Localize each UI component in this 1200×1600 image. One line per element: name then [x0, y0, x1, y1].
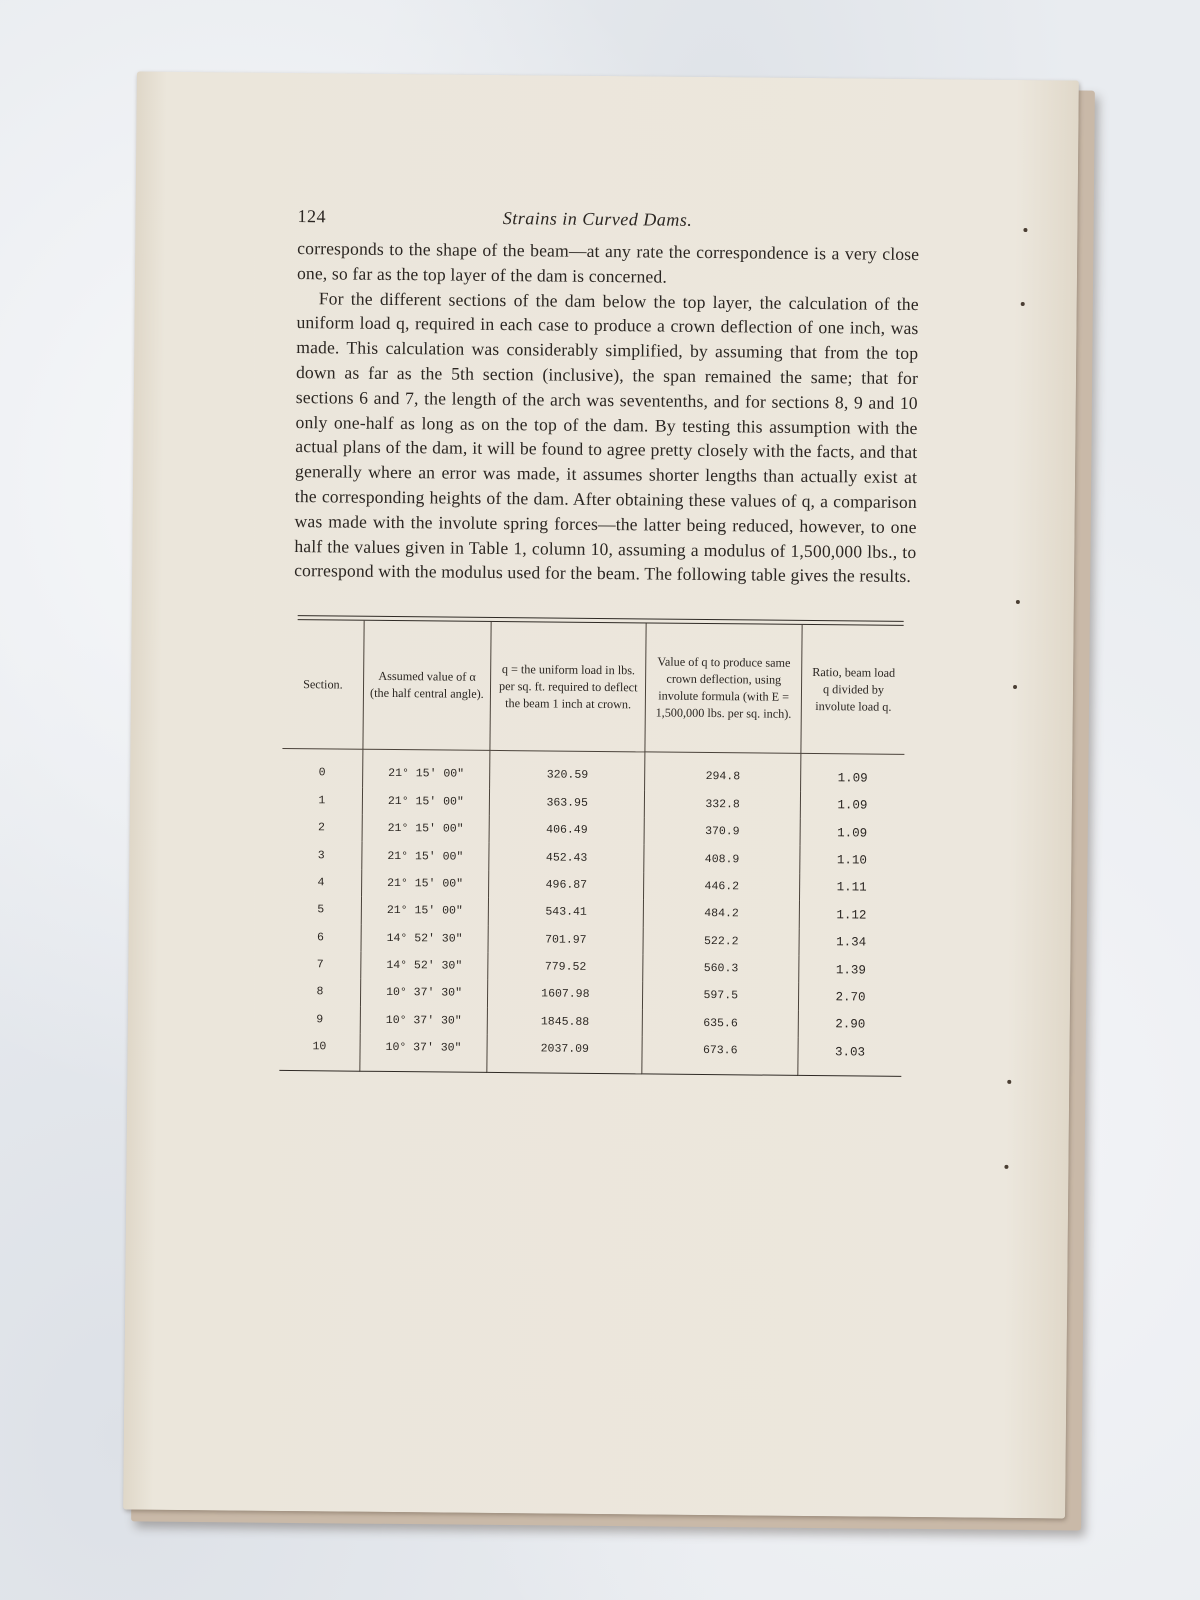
cell-ratio: 1.11: [836, 880, 867, 895]
cell-uniform-load: 320.59: [490, 751, 646, 790]
cell-ratio: 1.09: [837, 825, 868, 841]
cell-uniform-load: 543.41: [488, 898, 643, 927]
cell-uniform-load: 1607.98: [488, 980, 643, 1009]
book-page: [123, 72, 1079, 1519]
header-uniform-load: q = the uniform load in lbs. per sq. ft. required to deflect the beam 1 inch at crown.: [490, 622, 646, 752]
cell-involute-value: 560.3: [643, 954, 799, 983]
running-head: [297, 206, 919, 242]
cell-alpha: 21° 15′ 00″: [361, 869, 489, 898]
cell-ratio: 1.34: [836, 935, 867, 950]
running-title: Strains in Curved Dams.: [502, 208, 693, 230]
cell-ratio: 2.70: [835, 990, 866, 1005]
edge-mark: [1016, 600, 1020, 604]
cell-section: 3: [281, 841, 361, 869]
cell-alpha: 21° 15′ 00″: [361, 897, 489, 926]
cell-uniform-load: 779.52: [488, 953, 643, 982]
cell-involute-value: 370.9: [644, 817, 800, 846]
cell-involute-value: 446.2: [644, 872, 800, 901]
cell-section: 9: [280, 1006, 360, 1034]
cell-alpha: 10° 37′ 30″: [360, 979, 488, 1008]
paragraph-continued: corresponds to the shape of the beam—at any rate the correspondence is a very close one, so far as the top layer of the dam is concerned.: [296, 238, 920, 287]
cell-section: 4: [281, 869, 361, 897]
page-number: 124: [297, 206, 327, 227]
cell-alpha: 14° 52′ 30″: [361, 924, 489, 953]
cell-ratio: 1.39: [835, 962, 866, 978]
header-assumed-alpha: Assumed value of α (the half central angle).: [363, 621, 492, 751]
cell-section: 5: [281, 896, 361, 924]
cell-involute-value: 635.6: [643, 1009, 799, 1038]
cell-involute-value: 332.8: [645, 790, 801, 819]
header-ratio: Ratio, beam load q divided by involute load q.: [801, 625, 906, 754]
cell-involute-value: 484.2: [644, 900, 800, 929]
cell-uniform-load: 1845.88: [487, 1008, 642, 1037]
cell-uniform-load: 406.49: [489, 816, 644, 845]
cell-section: 8: [280, 978, 360, 1006]
cell-section: 6: [280, 923, 360, 951]
edge-mark: [1023, 228, 1027, 232]
cell-ratio: 1.09: [837, 771, 868, 786]
cell-alpha: 21° 15′ 00″: [362, 842, 490, 871]
cell-section: 10: [279, 1033, 360, 1072]
cell-ratio: 3.03: [798, 1038, 902, 1077]
results-table-container: [279, 615, 905, 1077]
paragraph: For the different sections of the dam below the top layer, the calculation of the uniform load q, required in each case to produce a crown deflection of one inch, was made. This calculation was considerably simplified, by assuming that from the top down as far as the 5th section (inclusive), the span remained the same; that for sections 6 and 7, the length of the arch was seventenths, and for sections 8, 9 and 10 only one-half as long as on the top of the dam. By testing this assumption with the actual plans of the dam, it will be found to agree pretty closely with the facts, and that generally where an error was made, it assumes shorter lengths than actually exist at the corresponding heights of the dam. After obtaining these values of q, a comparison was made with the involute spring forces—the latter being reduced, however, to one half the values given in Table 1, column 10, assuming a modulus of 1,500,000 lbs., to correspond with the modulus used for the beam. The following table gives the results.: [294, 287, 919, 587]
results-table: [279, 620, 905, 1077]
cell-ratio: 1.12: [836, 908, 867, 923]
cell-involute-value: 522.2: [643, 927, 799, 956]
cell-uniform-load: 496.87: [489, 871, 644, 900]
edge-mark: [1013, 685, 1017, 689]
cell-ratio: 1.10: [836, 853, 867, 868]
cell-uniform-load: 701.97: [488, 925, 643, 954]
edge-mark: [1007, 1080, 1011, 1084]
cell-involute-value: 294.8: [645, 752, 801, 791]
cell-involute-value: 673.6: [642, 1036, 798, 1075]
edge-mark: [1004, 1165, 1008, 1169]
cell-alpha: 10° 37′ 30″: [360, 1034, 488, 1073]
cell-uniform-load: 363.95: [489, 788, 644, 817]
cell-section: 2: [282, 814, 362, 842]
table-header-row: [282, 620, 905, 754]
table-row: [282, 749, 904, 793]
cell-alpha: 10° 37′ 30″: [360, 1006, 488, 1035]
cell-involute-value: 408.9: [644, 845, 800, 874]
cell-section: 0: [282, 749, 363, 788]
edge-mark: [1021, 302, 1025, 306]
header-involute-value: Value of q to produce same crown deflection, using involute formula (with E = 1,500,000 lbs. per sq. inch).: [645, 624, 802, 754]
table-body: [279, 749, 904, 1077]
page-content: [289, 206, 919, 1077]
cell-ratio: 2.90: [835, 1017, 866, 1032]
cell-involute-value: 597.5: [643, 982, 799, 1011]
cell-alpha: 21° 15′ 00″: [362, 787, 490, 816]
table-row: [279, 1033, 901, 1077]
header-section: Section.: [282, 620, 363, 749]
cell-alpha: 21° 15′ 00″: [362, 815, 490, 844]
cell-alpha: 21° 15′ 00″: [362, 749, 490, 788]
cell-section: 1: [282, 786, 362, 814]
cell-ratio: 1.09: [837, 798, 868, 813]
cell-uniform-load: 452.43: [489, 843, 644, 872]
cell-section: 7: [280, 951, 360, 979]
body-text: [294, 236, 919, 589]
cell-uniform-load: 2037.09: [487, 1035, 643, 1074]
cell-alpha: 14° 52′ 30″: [360, 952, 488, 981]
